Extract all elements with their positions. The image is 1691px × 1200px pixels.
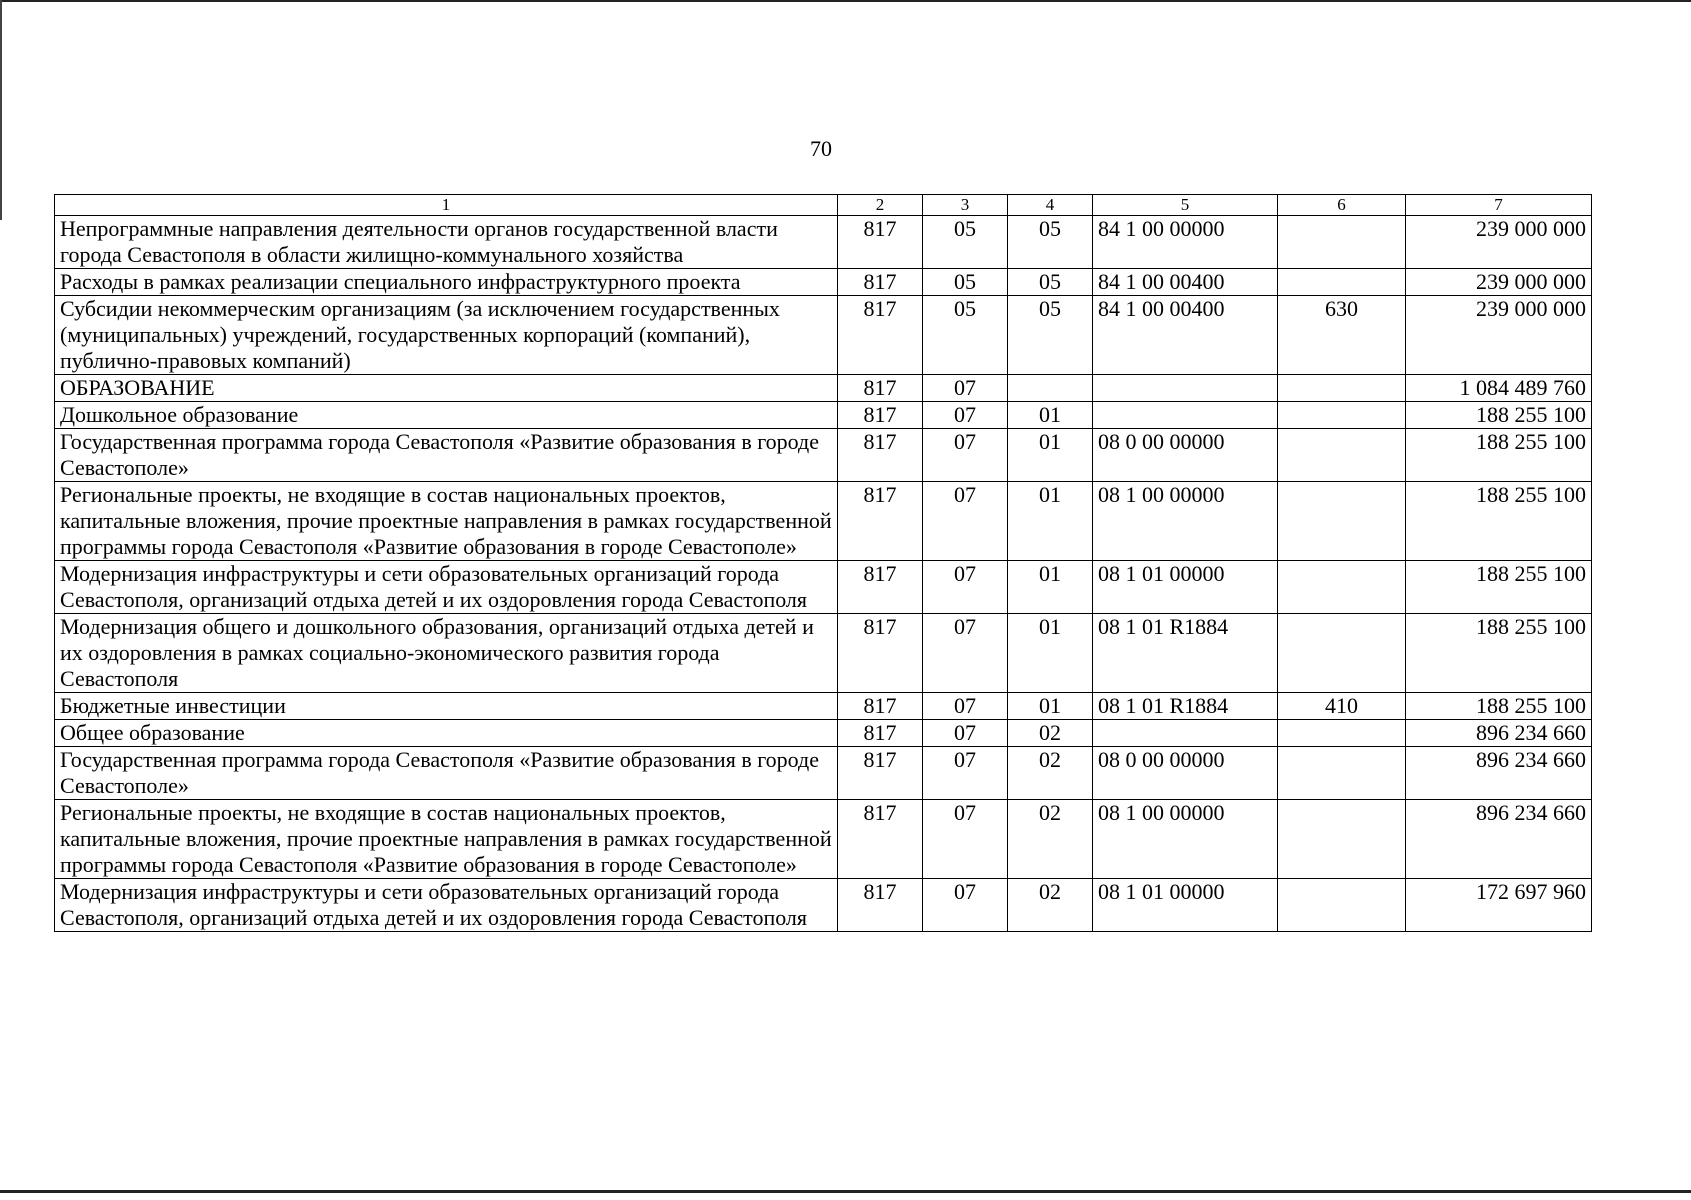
ministry-code-cell: 817 <box>838 879 923 932</box>
row-name-cell: Государственная программа города Севастополя «Развитие образования в городе Севастополе» <box>55 747 838 800</box>
ministry-code-cell: 817 <box>838 402 923 429</box>
table-body <box>55 216 1592 932</box>
subsection-code-cell: 01 <box>1008 693 1093 720</box>
row-name-cell: Общее образование <box>55 720 838 747</box>
amount-cell: 188 255 100 <box>1406 429 1592 482</box>
column-header: 4 <box>1008 195 1093 216</box>
section-code-cell: 05 <box>923 296 1008 375</box>
row-name-cell: Региональные проекты, не входящие в состав национальных проектов, капитальные вложения, прочие проектные направления в рамках государственной программы города Севастополя «Развитие образования в городе Севастополе» <box>55 800 838 879</box>
section-code-cell: 07 <box>923 375 1008 402</box>
column-header: 2 <box>838 195 923 216</box>
column-header: 1 <box>55 195 838 216</box>
ministry-code-cell: 817 <box>838 800 923 879</box>
amount-cell: 239 000 000 <box>1406 269 1592 296</box>
row-name-cell: Непрограммные направления деятельности органов государственной власти города Севастополя в области жилищно-коммунального хозяйства <box>55 216 838 269</box>
column-header: 7 <box>1406 195 1592 216</box>
section-code-cell: 07 <box>923 614 1008 693</box>
target-article-cell: 84 1 00 00400 <box>1093 296 1278 375</box>
subsection-code-cell: 05 <box>1008 269 1093 296</box>
expense-type-cell <box>1278 720 1406 747</box>
page-left-border <box>0 0 2 220</box>
expense-type-cell <box>1278 269 1406 296</box>
expense-type-cell <box>1278 482 1406 561</box>
section-code-cell: 07 <box>923 693 1008 720</box>
amount-cell: 188 255 100 <box>1406 402 1592 429</box>
page-bottom-border <box>0 1190 1691 1193</box>
expense-type-cell <box>1278 747 1406 800</box>
table-row <box>55 747 1592 800</box>
page-number: 70 <box>810 136 832 161</box>
target-article-cell: 08 1 01 R1884 <box>1093 693 1278 720</box>
ministry-code-cell: 817 <box>838 429 923 482</box>
section-code-cell: 07 <box>923 747 1008 800</box>
expense-type-cell <box>1278 375 1406 402</box>
expense-type-cell <box>1278 614 1406 693</box>
amount-cell: 896 234 660 <box>1406 747 1592 800</box>
section-code-cell: 07 <box>923 879 1008 932</box>
row-name-cell: Расходы в рамках реализации специального инфраструктурного проекта <box>55 269 838 296</box>
target-article-cell <box>1093 720 1278 747</box>
subsection-code-cell: 01 <box>1008 614 1093 693</box>
target-article-cell: 08 1 01 R1884 <box>1093 614 1278 693</box>
amount-cell: 896 234 660 <box>1406 720 1592 747</box>
section-code-cell: 05 <box>923 216 1008 269</box>
subsection-code-cell: 02 <box>1008 720 1093 747</box>
table-row <box>55 482 1592 561</box>
column-number-row <box>55 195 1592 216</box>
expense-type-cell <box>1278 216 1406 269</box>
ministry-code-cell: 817 <box>838 693 923 720</box>
amount-cell: 896 234 660 <box>1406 800 1592 879</box>
table-row <box>55 614 1592 693</box>
expense-type-cell <box>1278 561 1406 614</box>
subsection-code-cell: 05 <box>1008 296 1093 375</box>
subsection-code-cell: 02 <box>1008 800 1093 879</box>
section-code-cell: 07 <box>923 720 1008 747</box>
subsection-code-cell: 01 <box>1008 402 1093 429</box>
target-article-cell <box>1093 402 1278 429</box>
subsection-code-cell: 01 <box>1008 429 1093 482</box>
amount-cell: 188 255 100 <box>1406 482 1592 561</box>
amount-cell: 1 084 489 760 <box>1406 375 1592 402</box>
subsection-code-cell: 02 <box>1008 747 1093 800</box>
table-row <box>55 269 1592 296</box>
table-row <box>55 693 1592 720</box>
target-article-cell: 08 1 00 00000 <box>1093 800 1278 879</box>
amount-cell: 239 000 000 <box>1406 216 1592 269</box>
ministry-code-cell: 817 <box>838 561 923 614</box>
subsection-code-cell: 01 <box>1008 482 1093 561</box>
expense-type-cell <box>1278 402 1406 429</box>
table-row <box>55 800 1592 879</box>
amount-cell: 188 255 100 <box>1406 561 1592 614</box>
section-code-cell: 07 <box>923 561 1008 614</box>
expense-type-cell: 410 <box>1278 693 1406 720</box>
target-article-cell: 08 1 01 00000 <box>1093 879 1278 932</box>
section-code-cell: 07 <box>923 482 1008 561</box>
amount-cell: 172 697 960 <box>1406 879 1592 932</box>
column-header: 3 <box>923 195 1008 216</box>
expense-type-cell <box>1278 800 1406 879</box>
table-row <box>55 402 1592 429</box>
ministry-code-cell: 817 <box>838 375 923 402</box>
table-row <box>55 561 1592 614</box>
ministry-code-cell: 817 <box>838 747 923 800</box>
ministry-code-cell: 817 <box>838 296 923 375</box>
ministry-code-cell: 817 <box>838 614 923 693</box>
expense-type-cell <box>1278 879 1406 932</box>
row-name-cell: ОБРАЗОВАНИЕ <box>55 375 838 402</box>
table-row <box>55 216 1592 269</box>
ministry-code-cell: 817 <box>838 482 923 561</box>
amount-cell: 188 255 100 <box>1406 693 1592 720</box>
row-name-cell: Дошкольное образование <box>55 402 838 429</box>
row-name-cell: Модернизация общего и дошкольного образования, организаций отдыха детей и их оздоровления в рамках социально-экономического развития города Севастополя <box>55 614 838 693</box>
row-name-cell: Модернизация инфраструктуры и сети образовательных организаций города Севастополя, организаций отдыха детей и их оздоровления города Севастополя <box>55 879 838 932</box>
table-row <box>55 375 1592 402</box>
target-article-cell: 84 1 00 00000 <box>1093 216 1278 269</box>
budget-table <box>54 194 1592 932</box>
column-header: 5 <box>1093 195 1278 216</box>
target-article-cell: 08 1 00 00000 <box>1093 482 1278 561</box>
target-article-cell: 08 0 00 00000 <box>1093 747 1278 800</box>
amount-cell: 188 255 100 <box>1406 614 1592 693</box>
target-article-cell: 84 1 00 00400 <box>1093 269 1278 296</box>
table-row <box>55 296 1592 375</box>
table-row <box>55 720 1592 747</box>
expense-type-cell: 630 <box>1278 296 1406 375</box>
row-name-cell: Модернизация инфраструктуры и сети образовательных организаций города Севастополя, организаций отдыха детей и их оздоровления города Севастополя <box>55 561 838 614</box>
ministry-code-cell: 817 <box>838 269 923 296</box>
section-code-cell: 05 <box>923 269 1008 296</box>
target-article-cell: 08 1 01 00000 <box>1093 561 1278 614</box>
column-header: 6 <box>1278 195 1406 216</box>
subsection-code-cell: 01 <box>1008 561 1093 614</box>
ministry-code-cell: 817 <box>838 216 923 269</box>
ministry-code-cell: 817 <box>838 720 923 747</box>
row-name-cell: Бюджетные инвестиции <box>55 693 838 720</box>
target-article-cell: 08 0 00 00000 <box>1093 429 1278 482</box>
table-row <box>55 879 1592 932</box>
section-code-cell: 07 <box>923 429 1008 482</box>
section-code-cell: 07 <box>923 800 1008 879</box>
expense-type-cell <box>1278 429 1406 482</box>
subsection-code-cell: 02 <box>1008 879 1093 932</box>
section-code-cell: 07 <box>923 402 1008 429</box>
page-top-border <box>0 0 1691 2</box>
amount-cell: 239 000 000 <box>1406 296 1592 375</box>
subsection-code-cell <box>1008 375 1093 402</box>
target-article-cell <box>1093 375 1278 402</box>
row-name-cell: Государственная программа города Севастополя «Развитие образования в городе Севастополе» <box>55 429 838 482</box>
table-row <box>55 429 1592 482</box>
row-name-cell: Региональные проекты, не входящие в состав национальных проектов, капитальные вложения, прочие проектные направления в рамках государственной программы города Севастополя «Развитие образования в городе Севастополе» <box>55 482 838 561</box>
row-name-cell: Субсидии некоммерческим организациям (за исключением государственных (муниципальных) учреждений, государственных корпораций (компаний), публично-правовых компаний) <box>55 296 838 375</box>
subsection-code-cell: 05 <box>1008 216 1093 269</box>
